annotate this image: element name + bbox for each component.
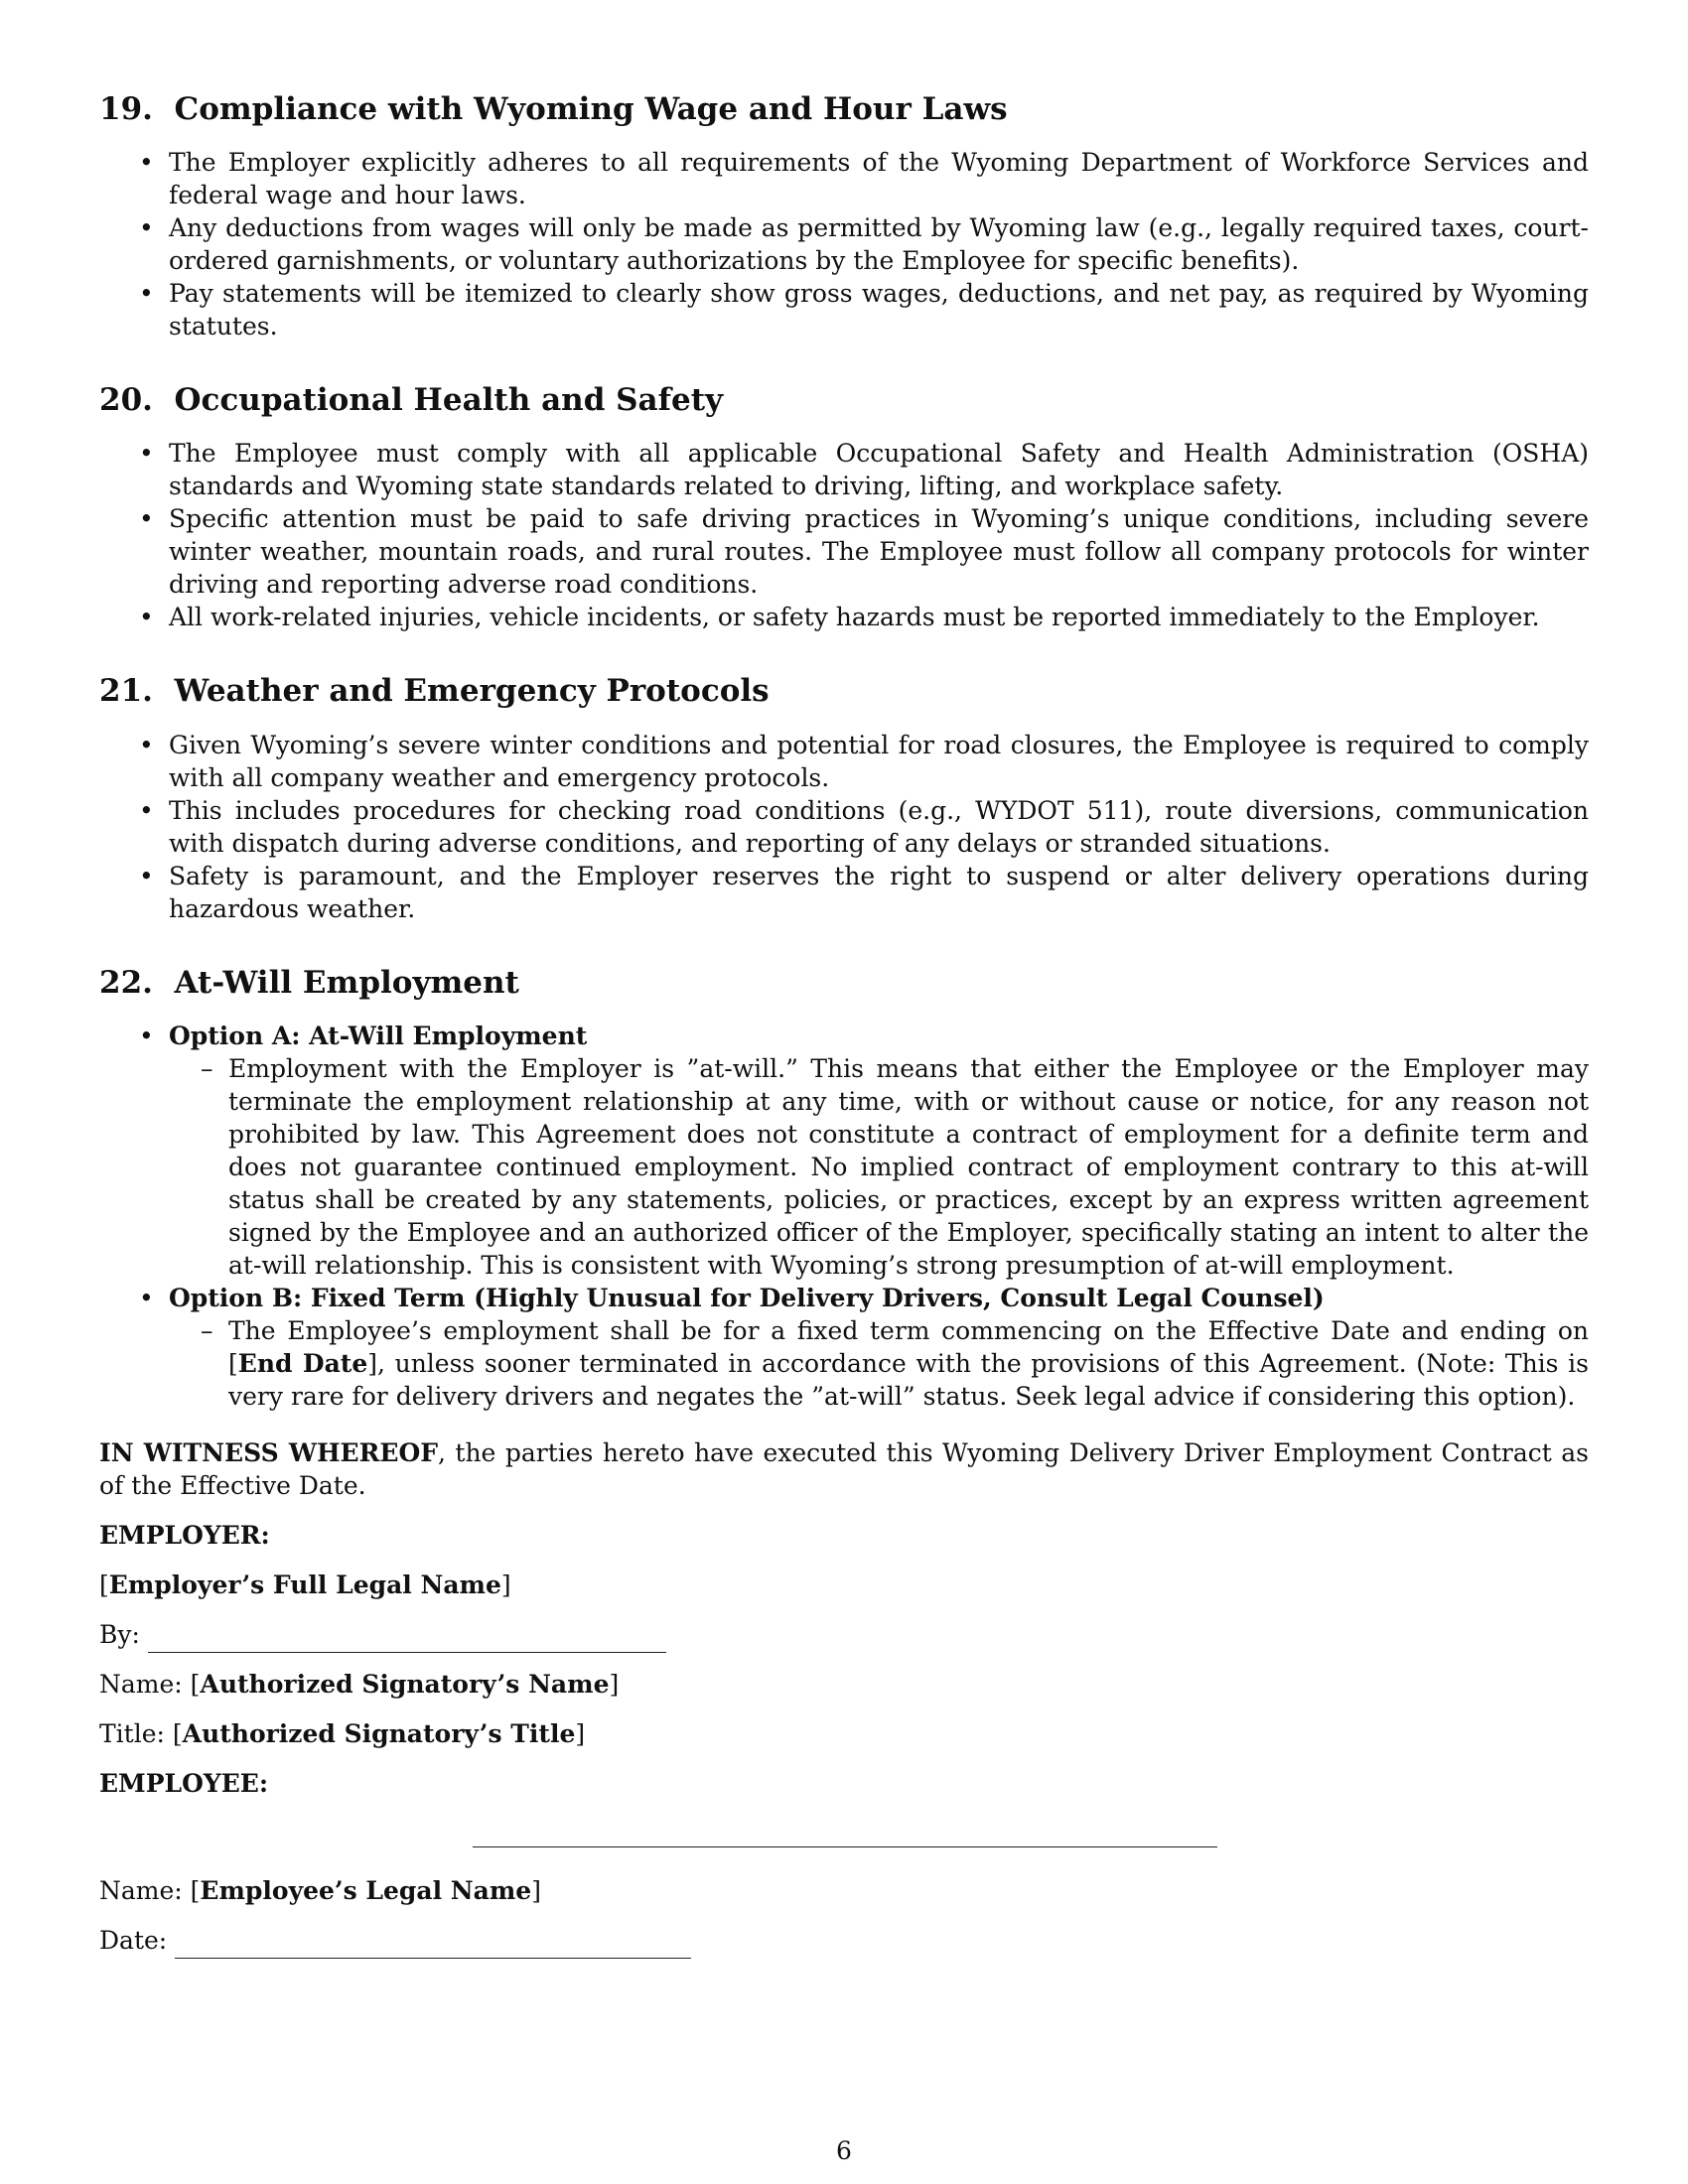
section-heading: 21. Weather and Emergency Protocols <box>99 673 770 710</box>
list-item: • The Employer explicitly adheres to all requirements of the Wyoming Department of Workforce Services and federal wage and hour laws. <box>99 146 1589 211</box>
option-b-text: – The Employee’s employment shall be for a fixed term commencing on the Effective Date and ending on [End Date], unless sooner terminated in accordance with the provisions of this Agreement. (Note: This is very rare for delivery drivers and negates the ”at-will” status. Seek legal advice if considering this option). <box>169 1314 1589 1413</box>
employee-name-line: Name: [Employee’s Legal Name] <box>99 1875 541 1905</box>
list-item: • Specific attention must be paid to safe driving practices in Wyoming’s unique conditions, including severe winter weather, mountain roads, and rural routes. The Employee must follow all company protocols for winter driving and reporting adverse road conditions. <box>99 502 1589 601</box>
list-item: • Any deductions from wages will only be made as permitted by Wyoming law (e.g., legally required taxes, court-ordered garnishments, or voluntary authorizations by the Employee for specific benefits). <box>99 211 1589 277</box>
end-date-placeholder: End Date <box>237 1348 368 1378</box>
employer-by-line: By: <box>99 1617 1589 1653</box>
option-a-list <box>169 1052 1589 1282</box>
bullet-list <box>99 146 1589 342</box>
section-21 <box>99 673 1589 924</box>
bullet-list <box>99 437 1589 633</box>
list-item: • All work-related injuries, vehicle incidents, or safety hazards must be reported immediately to the Employer. <box>99 601 1589 633</box>
option-a <box>99 1020 1589 1282</box>
bullet-list <box>99 729 1589 925</box>
option-b-title: Option B: Fixed Term (Highly Unusual for Delivery Drivers, Consult Legal Counsel) <box>169 1283 1325 1312</box>
list-item: • The Employee must comply with all applicable Occupational Safety and Health Administration (OSHA) standards and Wyoming state standards related to driving, lifting, and workplace safety. <box>99 437 1589 502</box>
employee-date-field[interactable] <box>175 1932 691 1959</box>
page-number: 6 <box>836 2136 852 2165</box>
list-item: • This includes procedures for checking road conditions (e.g., WYDOT 511), route diversions, communication with dispatch during adverse conditions, and reporting of any delays or stranded situations. <box>99 794 1589 860</box>
employer-legal-name: [Employer’s Full Legal Name] <box>99 1570 511 1599</box>
employee-signature-line[interactable] <box>473 1845 1217 1847</box>
section-heading: 20. Occupational Health and Safety <box>99 382 724 419</box>
employee-heading: EMPLOYEE: <box>99 1768 269 1798</box>
option-b-list <box>169 1314 1589 1413</box>
employer-heading: EMPLOYER: <box>99 1520 270 1550</box>
employee-date-line: Date: <box>99 1923 1589 1959</box>
employer-signature-line[interactable] <box>148 1626 666 1653</box>
section-heading: 19. Compliance with Wyoming Wage and Hour Laws <box>99 91 1008 127</box>
employer-title-line: Title: [Authorized Signatory’s Title] <box>99 1718 586 1748</box>
option-a-text: – Employment with the Employer is ”at-will.” This means that either the Employee or the Employer may terminate the employment relationship at any time, with or without cause or notice, for any reason not prohibited by law. This Agreement does not constitute a contract of employment for a definite term and does not guarantee continued employment. No implied contract of employment contrary to this at-will status shall be created by any statements, policies, or practices, except by an express written agreement signed by the Employee and an authorized officer of the Employer, specifically stating an intent to alter the at-will relationship. This is consistent with Wyoming’s strong presumption of at-will employment. <box>169 1052 1589 1282</box>
bullet-list <box>99 1020 1589 1413</box>
employer-name-line: Name: [Authorized Signatory’s Name] <box>99 1669 620 1699</box>
option-b <box>99 1282 1589 1413</box>
section-heading: 22. At-Will Employment <box>99 964 519 1001</box>
section-19 <box>99 91 1589 342</box>
list-item: • Given Wyoming’s severe winter conditions and potential for road closures, the Employee is required to comply with all company weather and emergency protocols. <box>99 729 1589 794</box>
list-item: • Safety is paramount, and the Employer reserves the right to suspend or alter delivery operations during hazardous weather. <box>99 860 1589 925</box>
section-20 <box>99 382 1589 633</box>
option-a-title: Option A: At-Will Employment <box>169 1021 588 1050</box>
list-item: • Pay statements will be itemized to clearly show gross wages, deductions, and net pay, as required by Wyoming statutes. <box>99 277 1589 342</box>
section-22 <box>99 965 1589 1413</box>
witness-clause: IN WITNESS WHEREOF, the parties hereto have executed this Wyoming Delivery Driver Employment Contract as of the Effective Date. <box>99 1437 1590 1500</box>
document-page <box>99 91 1589 1959</box>
